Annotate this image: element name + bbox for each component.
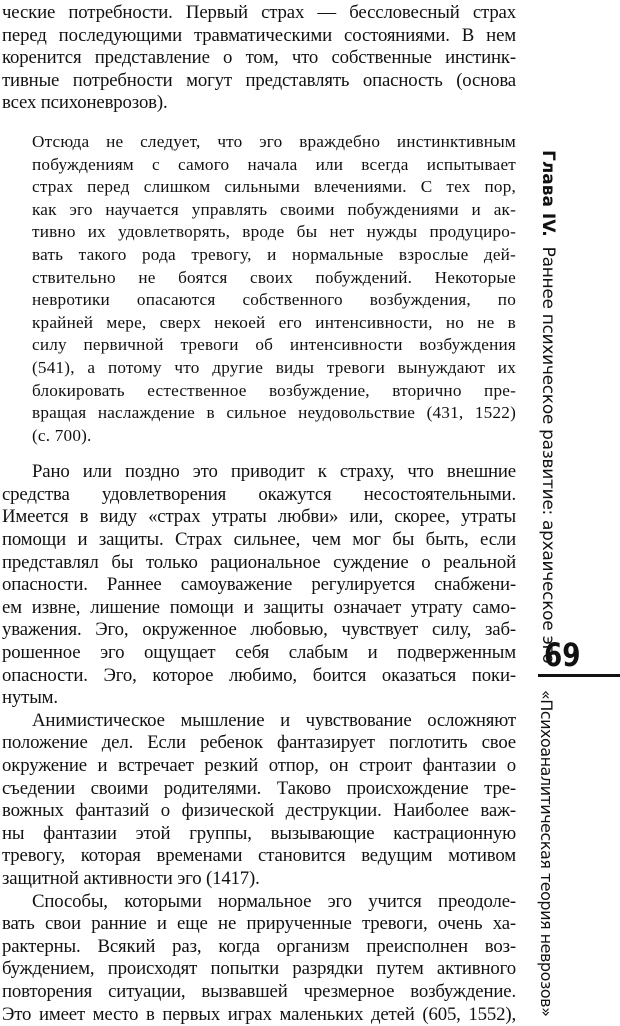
text-line: Рано или поздно это приводит к страху, что внешние bbox=[32, 461, 516, 483]
text-line: помощи и защиты. Страх сильнее, чем мог бы быть, если bbox=[2, 529, 516, 551]
text-line: съедении своими родителями. Таково происхождение тре- bbox=[2, 777, 516, 799]
quote-line: (541), а потому что другие виды тревоги вынуждают их bbox=[32, 357, 516, 377]
running-head-text bbox=[538, 150, 558, 663]
quote-line: крайней мере, сверх некоей его интенсивности, но не в bbox=[32, 312, 516, 332]
paragraph-2 bbox=[2, 461, 516, 710]
text-line: всех психоневрозов). bbox=[2, 92, 168, 114]
quote-line: (с. 700). bbox=[32, 425, 92, 445]
text-line: положение дел. Если ребенок фантазирует поглотить свое bbox=[2, 732, 516, 754]
page-number-rule bbox=[538, 674, 620, 677]
paragraph-1 bbox=[2, 2, 516, 115]
quote-line: невротики опасаются собственного возбуждения, по bbox=[32, 290, 516, 310]
paragraph-3 bbox=[2, 710, 516, 891]
text-line: Анимистическое мышление и чувствование осложняют bbox=[32, 709, 516, 731]
quote-line: побуждениям с самого начала или всегда испытывает bbox=[32, 154, 516, 174]
text-line: уважения. Эго, окруженное любовью, чувствует силу, заб- bbox=[2, 619, 516, 641]
quote-line: ствительно не боятся своих побуждений. Некоторые bbox=[32, 267, 516, 287]
text-line: тивные потребности могут представлять опасность (основа bbox=[2, 69, 516, 91]
book-title-text: «Психоаналитическая теория неврозов» bbox=[537, 690, 556, 1017]
text-line: защитной активности эго (1417). bbox=[2, 867, 260, 889]
text-line: Это имеет место в первых играх маленьких детей (605, 1552), bbox=[2, 1003, 516, 1025]
text-line: окружение и встречает резкий отпор, он строит фантазии о bbox=[2, 755, 516, 776]
page-number: 69 bbox=[544, 636, 581, 674]
quote-line: блокировать естественное возбуждение, вторично пре- bbox=[32, 380, 516, 400]
book-title-running-foot bbox=[532, 690, 562, 1017]
text-line: ны фантазии этой группы, вызывающие кастрационную bbox=[2, 822, 516, 844]
text-line: тревогу, которая временами становится ведущим мотивом bbox=[2, 845, 516, 867]
text-line: рактерны. Всякий раз, когда организм преисполнен воз- bbox=[2, 935, 516, 957]
text-line: вожных фантазий о физической деструкции. Наиболее важ- bbox=[2, 800, 516, 822]
text-line: ем извне, лишение помощи и защиты означает утрату само- bbox=[2, 596, 516, 618]
quote-line: страх перед слишком сильными влечениями. С тех пор, bbox=[32, 177, 516, 197]
paragraph-4 bbox=[2, 891, 516, 1026]
text-line: опасности. Эго, которое любимо, боится оказаться поки- bbox=[2, 664, 516, 686]
text-line: повторения ситуации, вызвавшей чрезмерное возбуждение. bbox=[2, 980, 516, 1002]
text-line: буждением, происходят попытки разрядки путем активного bbox=[2, 958, 516, 980]
running-head bbox=[532, 150, 562, 664]
text-line: рошенное эго ощущает себя слабым и подверженным bbox=[2, 642, 516, 664]
quote-line: как эго научается управлять своими побуждениями и ак- bbox=[32, 199, 516, 219]
text-line: ческие потребности. Первый страх — бессловесный страх bbox=[2, 2, 516, 23]
quote-line: вать такого рода тревогу, и нормальные взрослые дей- bbox=[32, 244, 516, 264]
quote-line: силу первичной тревоги об интенсивности возбуждения bbox=[32, 335, 516, 355]
chapter-label: Глава IV. bbox=[538, 150, 558, 237]
text-line: нутым. bbox=[2, 687, 58, 709]
text-line: средства удовлетворения окажутся несостоятельными. bbox=[2, 483, 516, 505]
text-line: перед последующими травматическими состояниями. В нем bbox=[2, 24, 516, 46]
quote-line: вращая наслаждение в сильное неудовольствие (431, 1522) bbox=[32, 403, 516, 423]
chapter-title: Раннее психическое развитие: архаическое эго bbox=[538, 246, 558, 664]
quote-line: Отсюда не следует, что эго враждебно инстинктивным bbox=[32, 131, 516, 151]
block-quote bbox=[32, 131, 516, 447]
text-line: представлял бы только рациональное суждение о реальной bbox=[2, 551, 516, 573]
text-line: опасности. Раннее самоуважение регулируется снабжени- bbox=[2, 574, 516, 596]
main-text-column bbox=[2, 2, 516, 1026]
text-line: Имеется в виду «страх утраты любви» или, скорее, утраты bbox=[2, 506, 516, 528]
quote-line: тивно их удовлетворять, вроде бы нет нужды продуциро- bbox=[32, 222, 516, 242]
text-line: коренится представление о том, что собственные инстинк- bbox=[2, 47, 516, 69]
text-line: вать свои ранние и еще не прирученные тревоги, очень ха- bbox=[2, 913, 516, 935]
text-line: Способы, которыми нормальное эго учится преодоле- bbox=[32, 890, 516, 912]
